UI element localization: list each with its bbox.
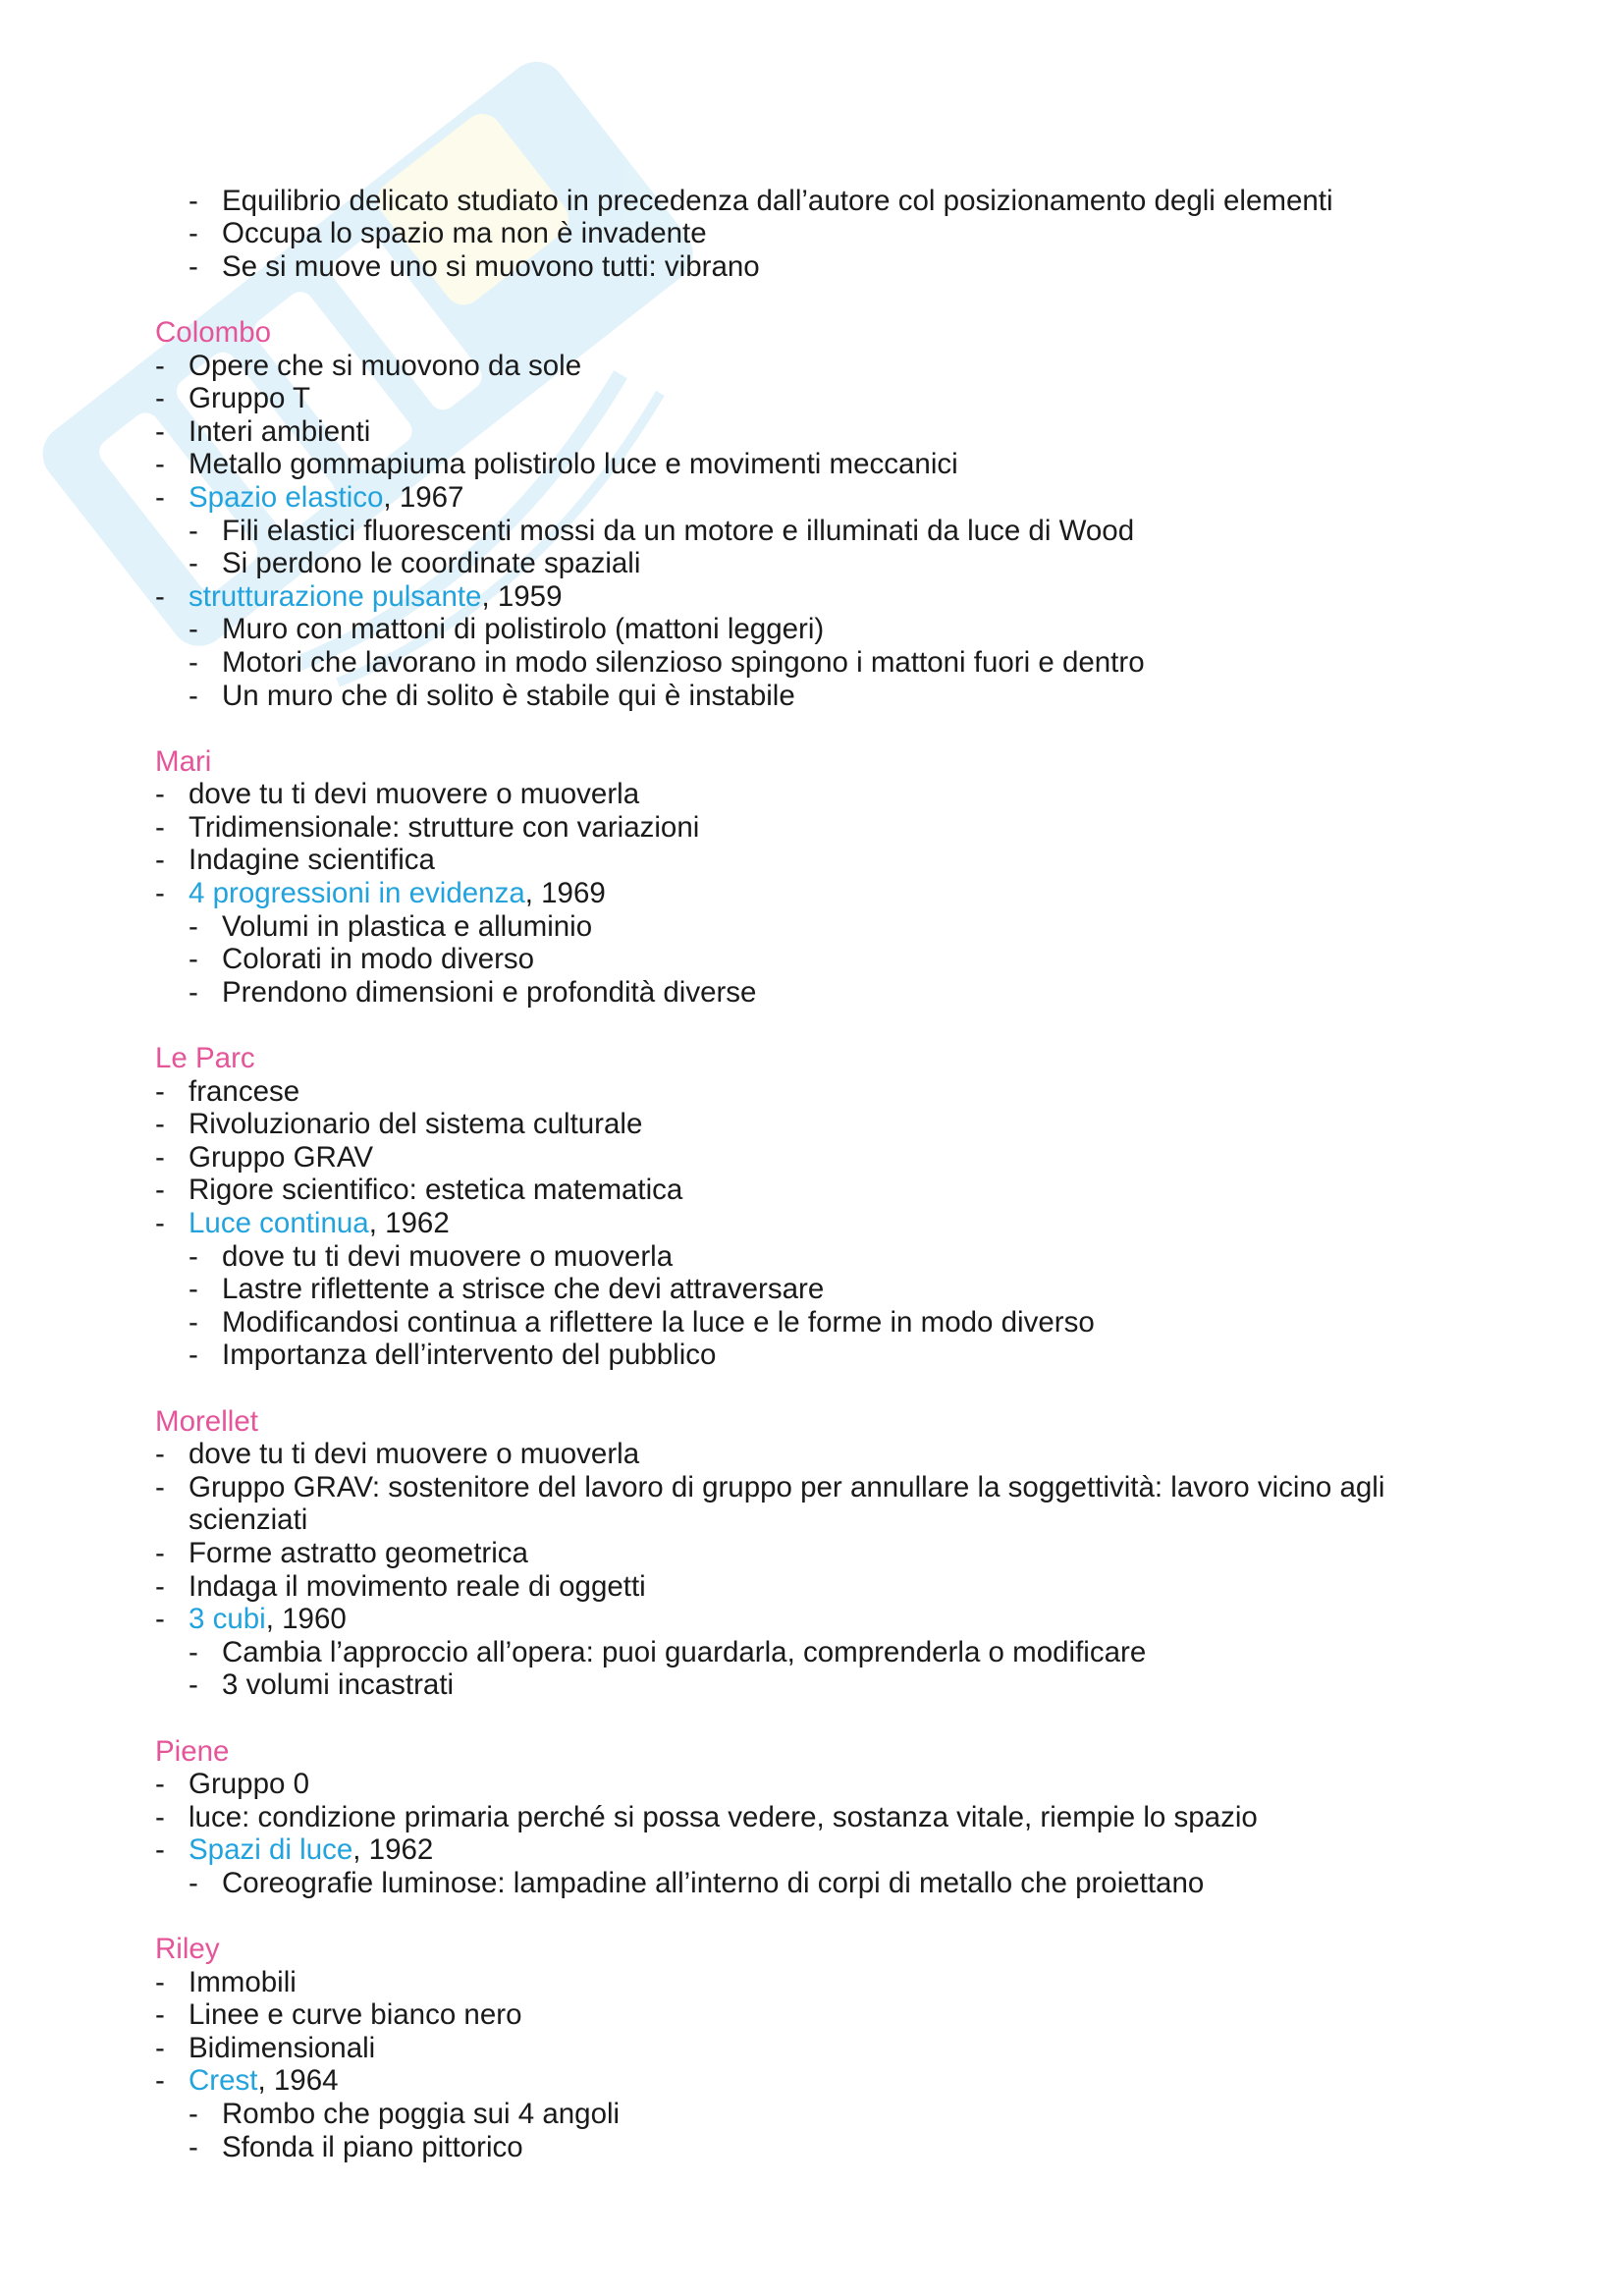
dash-bullet: -	[155, 877, 165, 910]
dash-bullet: -	[155, 480, 165, 514]
bullet-item	[155, 1537, 1490, 1570]
bullet-text-wrap	[189, 1141, 1490, 1175]
dash-bullet: -	[189, 679, 198, 712]
bullet-text: Tridimensionale: strutture con variazioni	[189, 810, 700, 844]
artist-heading	[155, 151, 1490, 185]
bullet-item	[155, 1207, 1490, 1240]
bullet-text-wrap	[189, 1966, 1490, 1999]
bullet-item	[155, 350, 1490, 383]
bullet-text-wrap	[189, 2064, 1490, 2098]
bullet-text-wrap	[189, 1801, 1490, 1834]
dash-bullet: -	[155, 1108, 165, 1141]
dash-bullet: -	[155, 579, 165, 613]
artwork-title: Crest	[189, 2064, 258, 2098]
dash-bullet: -	[155, 1603, 165, 1636]
bullet-text-wrap	[189, 1833, 1490, 1867]
bullet-text: Coreografie luminose: lampadine all’interno di corpi di metallo che proiettano	[222, 1866, 1205, 1899]
bullet-text: dove tu ti devi muovere o muoverla	[189, 1438, 640, 1471]
bullet-text-wrap	[222, 185, 1490, 218]
dash-bullet: -	[155, 1569, 165, 1603]
bullet-item	[155, 778, 1490, 811]
dash-bullet: -	[189, 547, 198, 580]
bullet-text-wrap	[222, 2131, 1490, 2164]
artist-heading: Piene	[155, 1734, 230, 1768]
bullet-item	[155, 481, 1490, 515]
notes-content	[155, 151, 1490, 2197]
bullet-text: Immobili	[189, 1965, 297, 1998]
bullet-text: Gruppo 0	[189, 1768, 309, 1801]
bullet-text: Interi ambienti	[189, 414, 371, 448]
bullet-text-wrap	[189, 350, 1490, 383]
bullet-item	[155, 1867, 1490, 1900]
artwork-title: Spazio elastico	[189, 480, 384, 514]
bullet-text: dove tu ti devi muovere o muoverla	[189, 778, 640, 811]
bullet-text: francese	[189, 1074, 300, 1108]
dash-bullet: -	[155, 778, 165, 811]
bullet-text: , 1959	[481, 579, 563, 613]
dash-bullet: -	[189, 2130, 198, 2163]
bullet-text-wrap	[222, 2098, 1490, 2131]
dash-bullet: -	[155, 1207, 165, 1239]
artist-section	[155, 151, 1490, 283]
dash-bullet: -	[155, 349, 165, 382]
bullet-item	[155, 844, 1490, 877]
dash-bullet: -	[189, 1239, 198, 1273]
bullet-text-wrap	[222, 250, 1490, 284]
bullet-item	[155, 1108, 1490, 1141]
bullet-item	[155, 1603, 1490, 1636]
dash-bullet: -	[189, 184, 198, 217]
bullet-item	[155, 1471, 1490, 1537]
bullet-text: , 1962	[368, 1207, 450, 1239]
artwork-title: 3 cubi	[189, 1603, 266, 1636]
bullet-text-wrap	[189, 1207, 1490, 1240]
bullet-text-wrap	[222, 943, 1490, 976]
dash-bullet: -	[155, 1174, 165, 1207]
artist-section	[155, 1735, 1490, 1900]
bullet-text: Fili elastici fluorescenti mossi da un motore e illuminati da luce di Wood	[222, 514, 1135, 547]
bullet-text-wrap	[189, 1570, 1490, 1604]
bullet-text: Muro con mattoni di polistirolo (mattoni leggeri)	[222, 613, 825, 646]
bullet-text-wrap	[222, 976, 1490, 1010]
bullet-item	[155, 515, 1490, 548]
bullet-text: Lastre riflettente a strisce che devi attraversare	[222, 1273, 825, 1306]
bullet-text: , 1964	[257, 2064, 339, 2098]
bullet-text: Gruppo GRAV: sostenitore del lavoro di gruppo per annullare la soggettività: lavoro vicino agli scienziati	[189, 1470, 1385, 1537]
bullet-text: , 1962	[352, 1833, 434, 1867]
bullet-item	[155, 1339, 1490, 1372]
bullet-text: luce: condizione primaria perché si possa vedere, sostanza vitale, riempie lo spazio	[189, 1800, 1258, 1833]
bullet-text: , 1960	[265, 1603, 347, 1636]
bullet-text-wrap	[222, 910, 1490, 944]
bullet-text: Si perdono le coordinate spaziali	[222, 547, 641, 580]
dash-bullet: -	[155, 1074, 165, 1108]
bullet-text-wrap	[189, 1603, 1490, 1636]
bullet-item	[155, 680, 1490, 713]
bullet-text: Metallo gommapiuma polistirolo luce e movimenti meccanici	[189, 448, 958, 481]
bullet-item	[155, 943, 1490, 976]
dash-bullet: -	[155, 1536, 165, 1569]
artwork-title: 4 progressioni in evidenza	[189, 877, 525, 910]
bullet-text-wrap	[222, 1273, 1490, 1306]
bullet-text: , 1967	[383, 480, 464, 514]
bullet-item	[155, 547, 1490, 580]
bullet-text-wrap	[222, 1668, 1490, 1702]
bullet-item	[155, 448, 1490, 481]
bullet-text: Gruppo GRAV	[189, 1140, 374, 1174]
artist-section	[155, 745, 1490, 1010]
bullet-text: Linee e curve bianco nero	[189, 1998, 522, 2032]
bullet-text-wrap	[222, 1636, 1490, 1669]
bullet-text: Gruppo T	[189, 382, 311, 415]
bullet-item	[155, 2131, 1490, 2164]
dash-bullet: -	[189, 1273, 198, 1306]
artist-section	[155, 316, 1490, 712]
bullet-item	[155, 580, 1490, 614]
bullet-text: Colorati in modo diverso	[222, 943, 535, 976]
bullet-text-wrap	[222, 547, 1490, 580]
bullet-text: Indaga il movimento reale di oggetti	[189, 1569, 646, 1603]
bullet-text: Rivoluzionario del sistema culturale	[189, 1108, 643, 1141]
dash-bullet: -	[189, 909, 198, 943]
bullet-text-wrap	[222, 680, 1490, 713]
bullet-text: Occupa lo spazio ma non è invadente	[222, 217, 707, 250]
artist-section	[155, 1042, 1490, 1372]
bullet-text-wrap	[222, 1867, 1490, 1900]
dash-bullet: -	[155, 1998, 165, 2032]
bullet-text: Motori che lavorano in modo silenzioso spingono i mattoni fuori e dentro	[222, 645, 1145, 679]
bullet-item	[155, 976, 1490, 1010]
dash-bullet: -	[189, 613, 198, 646]
bullet-text: Rigore scientifico: estetica matematica	[189, 1174, 683, 1207]
bullet-text-wrap	[189, 1998, 1490, 2032]
bullet-item	[155, 1966, 1490, 1999]
artwork-title: Luce continua	[189, 1207, 369, 1239]
bullet-item	[155, 1570, 1490, 1604]
bullet-text: Indagine scientifica	[189, 844, 435, 877]
bullet-item	[155, 415, 1490, 449]
bullet-item	[155, 1833, 1490, 1867]
bullet-text: Volumi in plastica e alluminio	[222, 909, 593, 943]
dash-bullet: -	[155, 810, 165, 844]
bullet-item	[155, 1306, 1490, 1339]
bullet-item	[155, 2064, 1490, 2098]
dash-bullet: -	[189, 2098, 198, 2131]
dash-bullet: -	[155, 382, 165, 415]
dash-bullet: -	[155, 1833, 165, 1867]
dash-bullet: -	[155, 2031, 165, 2064]
bullet-text: Forme astratto geometrica	[189, 1536, 528, 1569]
bullet-text-wrap	[189, 580, 1490, 614]
artist-section	[155, 1405, 1490, 1702]
bullet-item	[155, 811, 1490, 845]
dash-bullet: -	[189, 975, 198, 1009]
bullet-item	[155, 1998, 1490, 2032]
bullet-item	[155, 613, 1490, 646]
bullet-item	[155, 1768, 1490, 1801]
bullet-text-wrap	[222, 217, 1490, 250]
dash-bullet: -	[189, 943, 198, 976]
bullet-text-wrap	[189, 844, 1490, 877]
bullet-item	[155, 382, 1490, 415]
bullet-text-wrap	[222, 613, 1490, 646]
bullet-item	[155, 185, 1490, 218]
dash-bullet: -	[155, 1800, 165, 1833]
dash-bullet: -	[189, 1305, 198, 1339]
artist-heading: Colombo	[155, 315, 272, 349]
bullet-text-wrap	[222, 515, 1490, 548]
artist-heading: Le Parc	[155, 1042, 255, 1075]
bullet-text: Modificandosi continua a riflettere la luce e le forme in modo diverso	[222, 1305, 1095, 1339]
bullet-item	[155, 1801, 1490, 1834]
bullet-text-wrap	[189, 2032, 1490, 2065]
bullet-text: Prendono dimensioni e profondità diverse	[222, 975, 757, 1009]
bullet-item	[155, 1668, 1490, 1702]
dash-bullet: -	[189, 1635, 198, 1668]
dash-bullet: -	[189, 645, 198, 679]
dash-bullet: -	[155, 448, 165, 481]
bullet-text-wrap	[222, 1339, 1490, 1372]
dash-bullet: -	[155, 1140, 165, 1174]
bullet-text: 3 volumi incastrati	[222, 1668, 455, 1702]
dash-bullet: -	[189, 1668, 198, 1702]
dash-bullet: -	[189, 1866, 198, 1899]
dash-bullet: -	[155, 1438, 165, 1471]
bullet-text-wrap	[189, 1537, 1490, 1570]
bullet-text: Equilibrio delicato studiato in precedenza dall’autore col posizionamento degli elementi	[222, 184, 1333, 217]
bullet-text-wrap	[189, 877, 1490, 910]
bullet-item	[155, 646, 1490, 680]
bullet-item	[155, 217, 1490, 250]
bullet-item	[155, 1141, 1490, 1175]
bullet-item	[155, 1240, 1490, 1274]
bullet-item	[155, 910, 1490, 944]
bullet-text: Cambia l’approccio all’opera: puoi guardarla, comprenderla o modificare	[222, 1635, 1147, 1668]
bullet-text: dove tu ti devi muovere o muoverla	[222, 1239, 674, 1273]
bullet-text-wrap	[222, 646, 1490, 680]
artwork-title: Spazi di luce	[189, 1833, 353, 1867]
artist-heading: Morellet	[155, 1404, 258, 1438]
dash-bullet: -	[189, 217, 198, 250]
bullet-text-wrap	[189, 1438, 1490, 1471]
bullet-item	[155, 1273, 1490, 1306]
artist-section	[155, 1933, 1490, 2163]
bullet-item	[155, 1075, 1490, 1109]
bullet-item	[155, 1636, 1490, 1669]
dash-bullet: -	[155, 844, 165, 877]
bullet-text-wrap	[189, 382, 1490, 415]
bullet-text-wrap	[189, 1768, 1490, 1801]
bullet-text: Importanza dell’intervento del pubblico	[222, 1339, 717, 1372]
bullet-text: Rombo che poggia sui 4 angoli	[222, 2098, 621, 2131]
dash-bullet: -	[155, 414, 165, 448]
dash-bullet: -	[155, 1470, 165, 1503]
bullet-text-wrap	[189, 1471, 1490, 1537]
bullet-text-wrap	[222, 1306, 1490, 1339]
artist-heading: Riley	[155, 1933, 220, 1966]
bullet-item	[155, 1438, 1490, 1471]
dash-bullet: -	[189, 249, 198, 283]
dash-bullet: -	[189, 514, 198, 547]
bullet-text: Un muro che di solito è stabile qui è instabile	[222, 679, 795, 712]
dash-bullet: -	[189, 1339, 198, 1372]
bullet-item	[155, 1174, 1490, 1207]
dash-bullet: -	[155, 2064, 165, 2098]
dash-bullet: -	[155, 1768, 165, 1801]
bullet-text-wrap	[189, 481, 1490, 515]
bullet-text: , 1969	[524, 877, 606, 910]
dash-bullet: -	[155, 1965, 165, 1998]
bullet-text-wrap	[222, 1240, 1490, 1274]
artist-heading: Mari	[155, 744, 212, 778]
bullet-text-wrap	[189, 811, 1490, 845]
artwork-title: strutturazione pulsante	[189, 579, 482, 613]
bullet-item	[155, 2032, 1490, 2065]
bullet-text: Bidimensionali	[189, 2031, 376, 2064]
bullet-text-wrap	[189, 1174, 1490, 1207]
bullet-item	[155, 877, 1490, 910]
bullet-text-wrap	[189, 415, 1490, 449]
bullet-item	[155, 2098, 1490, 2131]
bullet-text: Se si muove uno si muovono tutti: vibrano	[222, 249, 760, 283]
bullet-text-wrap	[189, 448, 1490, 481]
bullet-text: Sfonda il piano pittorico	[222, 2130, 523, 2163]
bullet-text: Opere che si muovono da sole	[189, 349, 582, 382]
bullet-text-wrap	[189, 1108, 1490, 1141]
bullet-text-wrap	[189, 778, 1490, 811]
bullet-text-wrap	[189, 1075, 1490, 1109]
bullet-item	[155, 250, 1490, 284]
